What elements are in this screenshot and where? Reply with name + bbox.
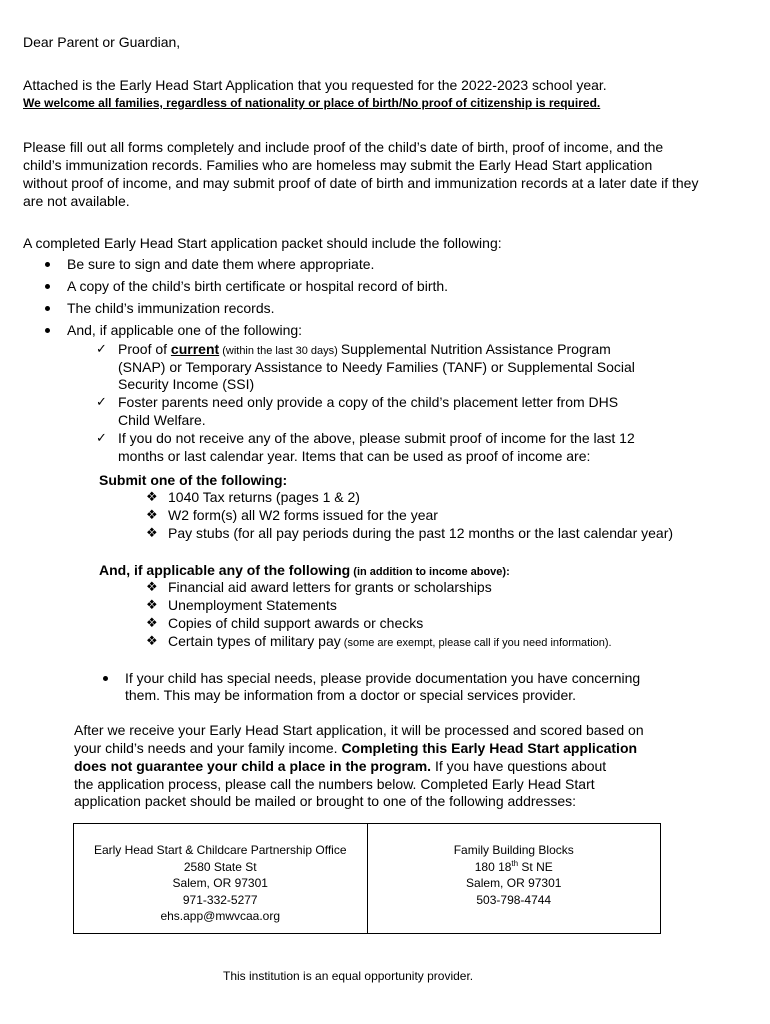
list-item: Copies of child support awards or checks	[168, 615, 424, 631]
list-item: Pay stubs (for all pay periods during the past 12 months or the last calendar year)	[168, 525, 674, 541]
bullet-icon	[45, 328, 50, 333]
closing-line: the application process, please call the numbers below. Completed Early Head Start	[74, 776, 595, 792]
diamond-bullet-icon: ❖	[146, 633, 158, 648]
checkmark-icon: ✓	[96, 394, 107, 409]
submit-heading: Submit one of the following:	[99, 472, 288, 488]
address-left	[74, 824, 367, 933]
special-needs-line: If your child has special needs, please provide documentation you have concerning	[125, 670, 641, 686]
bullet-icon	[103, 676, 108, 681]
military-pay-text: Certain types of military pay	[168, 633, 341, 649]
list-item: And, if applicable one of the following:	[67, 322, 303, 338]
military-pay-note: (some are exempt, please call if you need information).	[340, 637, 612, 649]
list-item: Unemployment Statements	[168, 597, 337, 613]
closing-line: After we receive your Early Head Start application, it will be processed and scored based on	[74, 722, 644, 738]
diamond-bullet-icon: ❖	[146, 615, 158, 630]
check-item-snap	[118, 340, 611, 360]
office-phone: 971-332-5277	[182, 892, 258, 907]
street-suffix: th	[511, 858, 519, 868]
footer-notice: This institution is an equal opportunity provider.	[223, 969, 474, 983]
diamond-bullet-icon: ❖	[146, 507, 158, 522]
closing-text: your child’s needs and your family income.	[74, 740, 342, 756]
list-item: 1040 Tax returns (pages 1 & 2)	[168, 489, 360, 505]
additional-heading-text: And, if applicable any of the following	[99, 562, 351, 578]
closing-line	[74, 739, 637, 757]
closing-bold: does not guarantee your child a place in the program.	[74, 758, 432, 774]
para1-line: without proof of income, and may submit proof of date of birth and immunization records at a later date if they	[23, 175, 699, 191]
greeting: Dear Parent or Guardian,	[23, 34, 181, 50]
diamond-bullet-icon: ❖	[146, 579, 158, 594]
office-street	[368, 859, 661, 876]
list-item: A copy of the child’s birth certificate or hospital record of birth.	[67, 278, 449, 294]
office-name: Family Building Blocks	[453, 843, 574, 857]
office-city: Salem, OR 97301	[172, 876, 268, 890]
intro-line: Attached is the Early Head Start Application that you requested for the 2022-2023 school year.	[23, 77, 607, 93]
para1-line: Please fill out all forms completely and include proof of the child’s date of birth, proof of income, and the	[23, 139, 664, 155]
address-table	[73, 823, 661, 934]
bullet-icon	[45, 306, 50, 311]
check-note: (within the last 30 days)	[219, 345, 341, 357]
street-number: 180 18	[474, 859, 512, 874]
list-item: Financial aid award letters for grants or scholarships	[168, 579, 492, 595]
check-text: months or last calendar year. Items that can be used as proof of income are:	[118, 448, 591, 464]
closing-bold: Completing this Early Head Start application	[341, 740, 638, 756]
closing-line: application packet should be mailed or brought to one of the following addresses:	[74, 793, 576, 809]
check-text: If you do not receive any of the above, please submit proof of income for the last 12	[118, 430, 635, 446]
diamond-bullet-icon: ❖	[146, 525, 158, 540]
check-text: Supplemental Nutrition Assistance Program	[340, 341, 611, 357]
additional-heading-note: (in addition to income above):	[350, 566, 510, 578]
bullet-icon	[45, 284, 50, 289]
check-text: Security Income (SSI)	[118, 376, 255, 392]
checkmark-icon: ✓	[96, 341, 107, 356]
list-item: Be sure to sign and date them where appropriate.	[67, 256, 375, 272]
check-text: Foster parents need only provide a copy of the child’s placement letter from DHS	[118, 394, 619, 410]
office-name: Early Head Start & Childcare Partnership Office	[93, 843, 347, 857]
office-street: 2580 State St	[183, 859, 257, 874]
checkmark-icon: ✓	[96, 430, 107, 445]
list-item: The child’s immunization records.	[67, 300, 275, 316]
check-text: (SNAP) or Temporary Assistance to Needy Families (TANF) or Supplemental Social	[118, 359, 635, 375]
para1-line: child’s immunization records. Families who are homeless may submit the Early Head Start application	[23, 157, 653, 173]
current-emphasis: current	[170, 341, 220, 357]
special-needs-line: them. This may be information from a doctor or special services provider.	[125, 687, 577, 703]
office-city: Salem, OR 97301	[466, 876, 562, 890]
check-text: Child Welfare.	[118, 412, 206, 428]
address-right	[367, 824, 661, 933]
check-text: Proof of	[118, 341, 171, 357]
closing-text: If you have questions about	[431, 758, 607, 774]
nationality-notice: We welcome all families, regardless of nationality or place of birth/No proof of citizenship is required.	[23, 96, 601, 110]
bullet-icon	[45, 262, 50, 267]
list-item: W2 form(s) all W2 forms issued for the year	[168, 507, 438, 523]
street-name: St NE	[518, 859, 553, 874]
diamond-bullet-icon: ❖	[146, 489, 158, 504]
list-item	[168, 632, 612, 652]
diamond-bullet-icon: ❖	[146, 597, 158, 612]
para1-line: are not available.	[23, 193, 130, 209]
office-email: ehs.app@mwvcaa.org	[160, 909, 281, 923]
packet-heading: A completed Early Head Start application packet should include the following:	[23, 235, 502, 251]
office-phone: 503-798-4744	[476, 892, 552, 907]
closing-line	[74, 757, 606, 775]
